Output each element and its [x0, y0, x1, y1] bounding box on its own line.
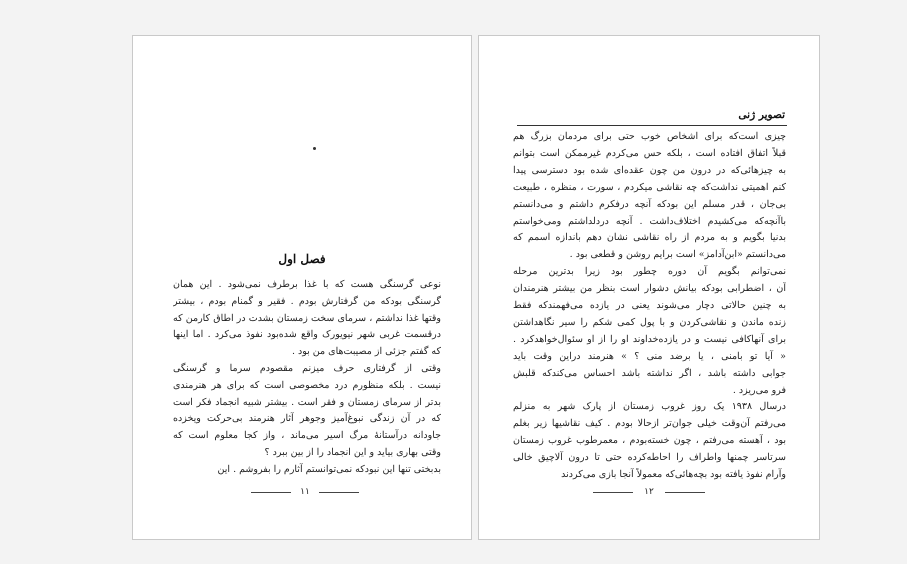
left-page [132, 35, 472, 540]
text-line: بدتر از سرمای زمستان و فقر است . بیشتر شبیه انجماد فکر است [173, 396, 441, 408]
left-page-number [265, 486, 345, 498]
text-line: چیزی است‌که برای اشخاص خوب حتی برای مردمان بزرگ هم [513, 131, 786, 142]
text-line: قبلاً اتفاق افتاده است ، بلکه حس می‌کردم غیرممکن است بتوانم [513, 147, 786, 159]
right-page-number [609, 486, 689, 498]
page-dot [313, 147, 316, 150]
text-line: وقتی از گرفتاری حرف میزنم مقصودم سرما و گرسنگی [173, 363, 441, 374]
right-page [478, 35, 820, 540]
text-line: بدنیا بگویم و به مردم از راه نقاشی نشان دهم باندازه اسمم که [513, 232, 786, 244]
text-line: کنم اهمیتی نداشت‌که چه نقاشی میکردم ، سورت ، منظره ، طبیعت [513, 181, 786, 193]
text-line: که در آن زندگی نبوغ‌آمیز وجوهر آثار هنرمند بی‌حرکت ویخزده [173, 413, 441, 425]
text-line: نیست . بلکه منظورم درد مخصوصی است که برای هر هنرمندی [173, 379, 441, 391]
text-line: که گفتم جزئی از مصیبت‌های من بود . [291, 346, 441, 358]
text-line: می‌رفتم آن‌وقت خیلی جوان‌تر ازحالا بودم . کیف نقاشیها زیر بغلم [513, 418, 786, 430]
text-line: درسال ۱۹۳۸ یک روز غروب زمستان از پارک شهر به منزلم [513, 401, 786, 413]
text-line: به چنین حالاتی دچار می‌شوند یعنی در یازده می‌فهمندکه فقط [513, 300, 786, 311]
text-line: نوعی گرسنگی هست که با غذا برطرف نمی‌شود . این همان [173, 279, 441, 290]
text-line: بود ، آهسته می‌رفتم ، چون خسته‌بودم ، معمرطوب غروب زمستان [513, 435, 786, 447]
text-line: آن ، اضطرابی بودکه بیانش دشوار است بنظر من بیشتر هنرمندان [513, 283, 786, 295]
text-line: باآنچه‌که می‌کشیدم اختلاف‌داشت . آنچه دردلداشتم ومی‌خواستم [513, 215, 786, 227]
text-line: وقتها غذا نداشتم ، سرمای سخت زمستان بشدت در اطاق کارمن که [173, 312, 441, 324]
text-line: گرسنگی بودکه من گرفتارش بودم . فقیر و گمنام بودم ، بیشتر [173, 295, 441, 307]
text-line: می‌دانستم «ابن‌آدامز» است برایم روشن و قطعی بود . [569, 249, 786, 261]
text-line: جاودانه درآستانهٔ مرگ اسیر می‌ماند ، واز کجا معلوم است که [173, 430, 441, 442]
chapter-title: فصل اول [278, 252, 326, 266]
running-header: تصویر ژنی [738, 109, 785, 121]
page-number: ۱۱ [300, 487, 310, 497]
text-line: « آیا تو بامنی ، یا برضد منی ؟ » هنرمند دراین وقت باید [513, 350, 786, 362]
text-line: فرو می‌ریزد . [732, 384, 786, 396]
text-line: نمی‌توانم بگویم آن دوره چطور بود زیرا بدترین مرحله [513, 266, 786, 278]
text-line: وآرام نفوذ یافته بود بچه‌هائی‌که معمولاً آنجا بازی می‌کردند [561, 469, 786, 480]
text-line: بدبختی تنها این نبودکه نمی‌توانستم آثارم را بفروشم . این [217, 463, 441, 475]
header-rule [517, 125, 787, 126]
text-line: سرتاسر چمنها واطراف را احاطه‌کرده حتی تا درون آلاچیق خالی [513, 452, 786, 464]
page-number: ۱۲ [644, 487, 654, 497]
text-line: زنده ماندن و نقاشی‌کردن و با پول کمی شکم را سیر نگاهداشتن [513, 316, 786, 328]
text-line: وقتی بهاری بیاید و این انجماد را از بین ببرد ؟ [264, 447, 441, 458]
text-line: جوابی داشته باشد ، اگر نداشته باشد احساس می‌کندکه قلبش [513, 367, 786, 379]
text-line: درقسمت غربی شهر نیویورک واقع شده‌بود نفوذ می‌کرد . اما اینها [173, 329, 441, 341]
text-line: برای آنها‌کافی نیست و در یازده‌خداوند او را از او سئوال‌خواهدکرد . [513, 333, 786, 345]
text-line: به چیزهائی‌که در درون من چون عقده‌ای شده بود دسترسی پیدا [513, 164, 786, 176]
text-line: بی‌جان ، قدر مسلم این بودکه آنچه درفکرم داشتم و می‌دانستم [513, 198, 786, 210]
